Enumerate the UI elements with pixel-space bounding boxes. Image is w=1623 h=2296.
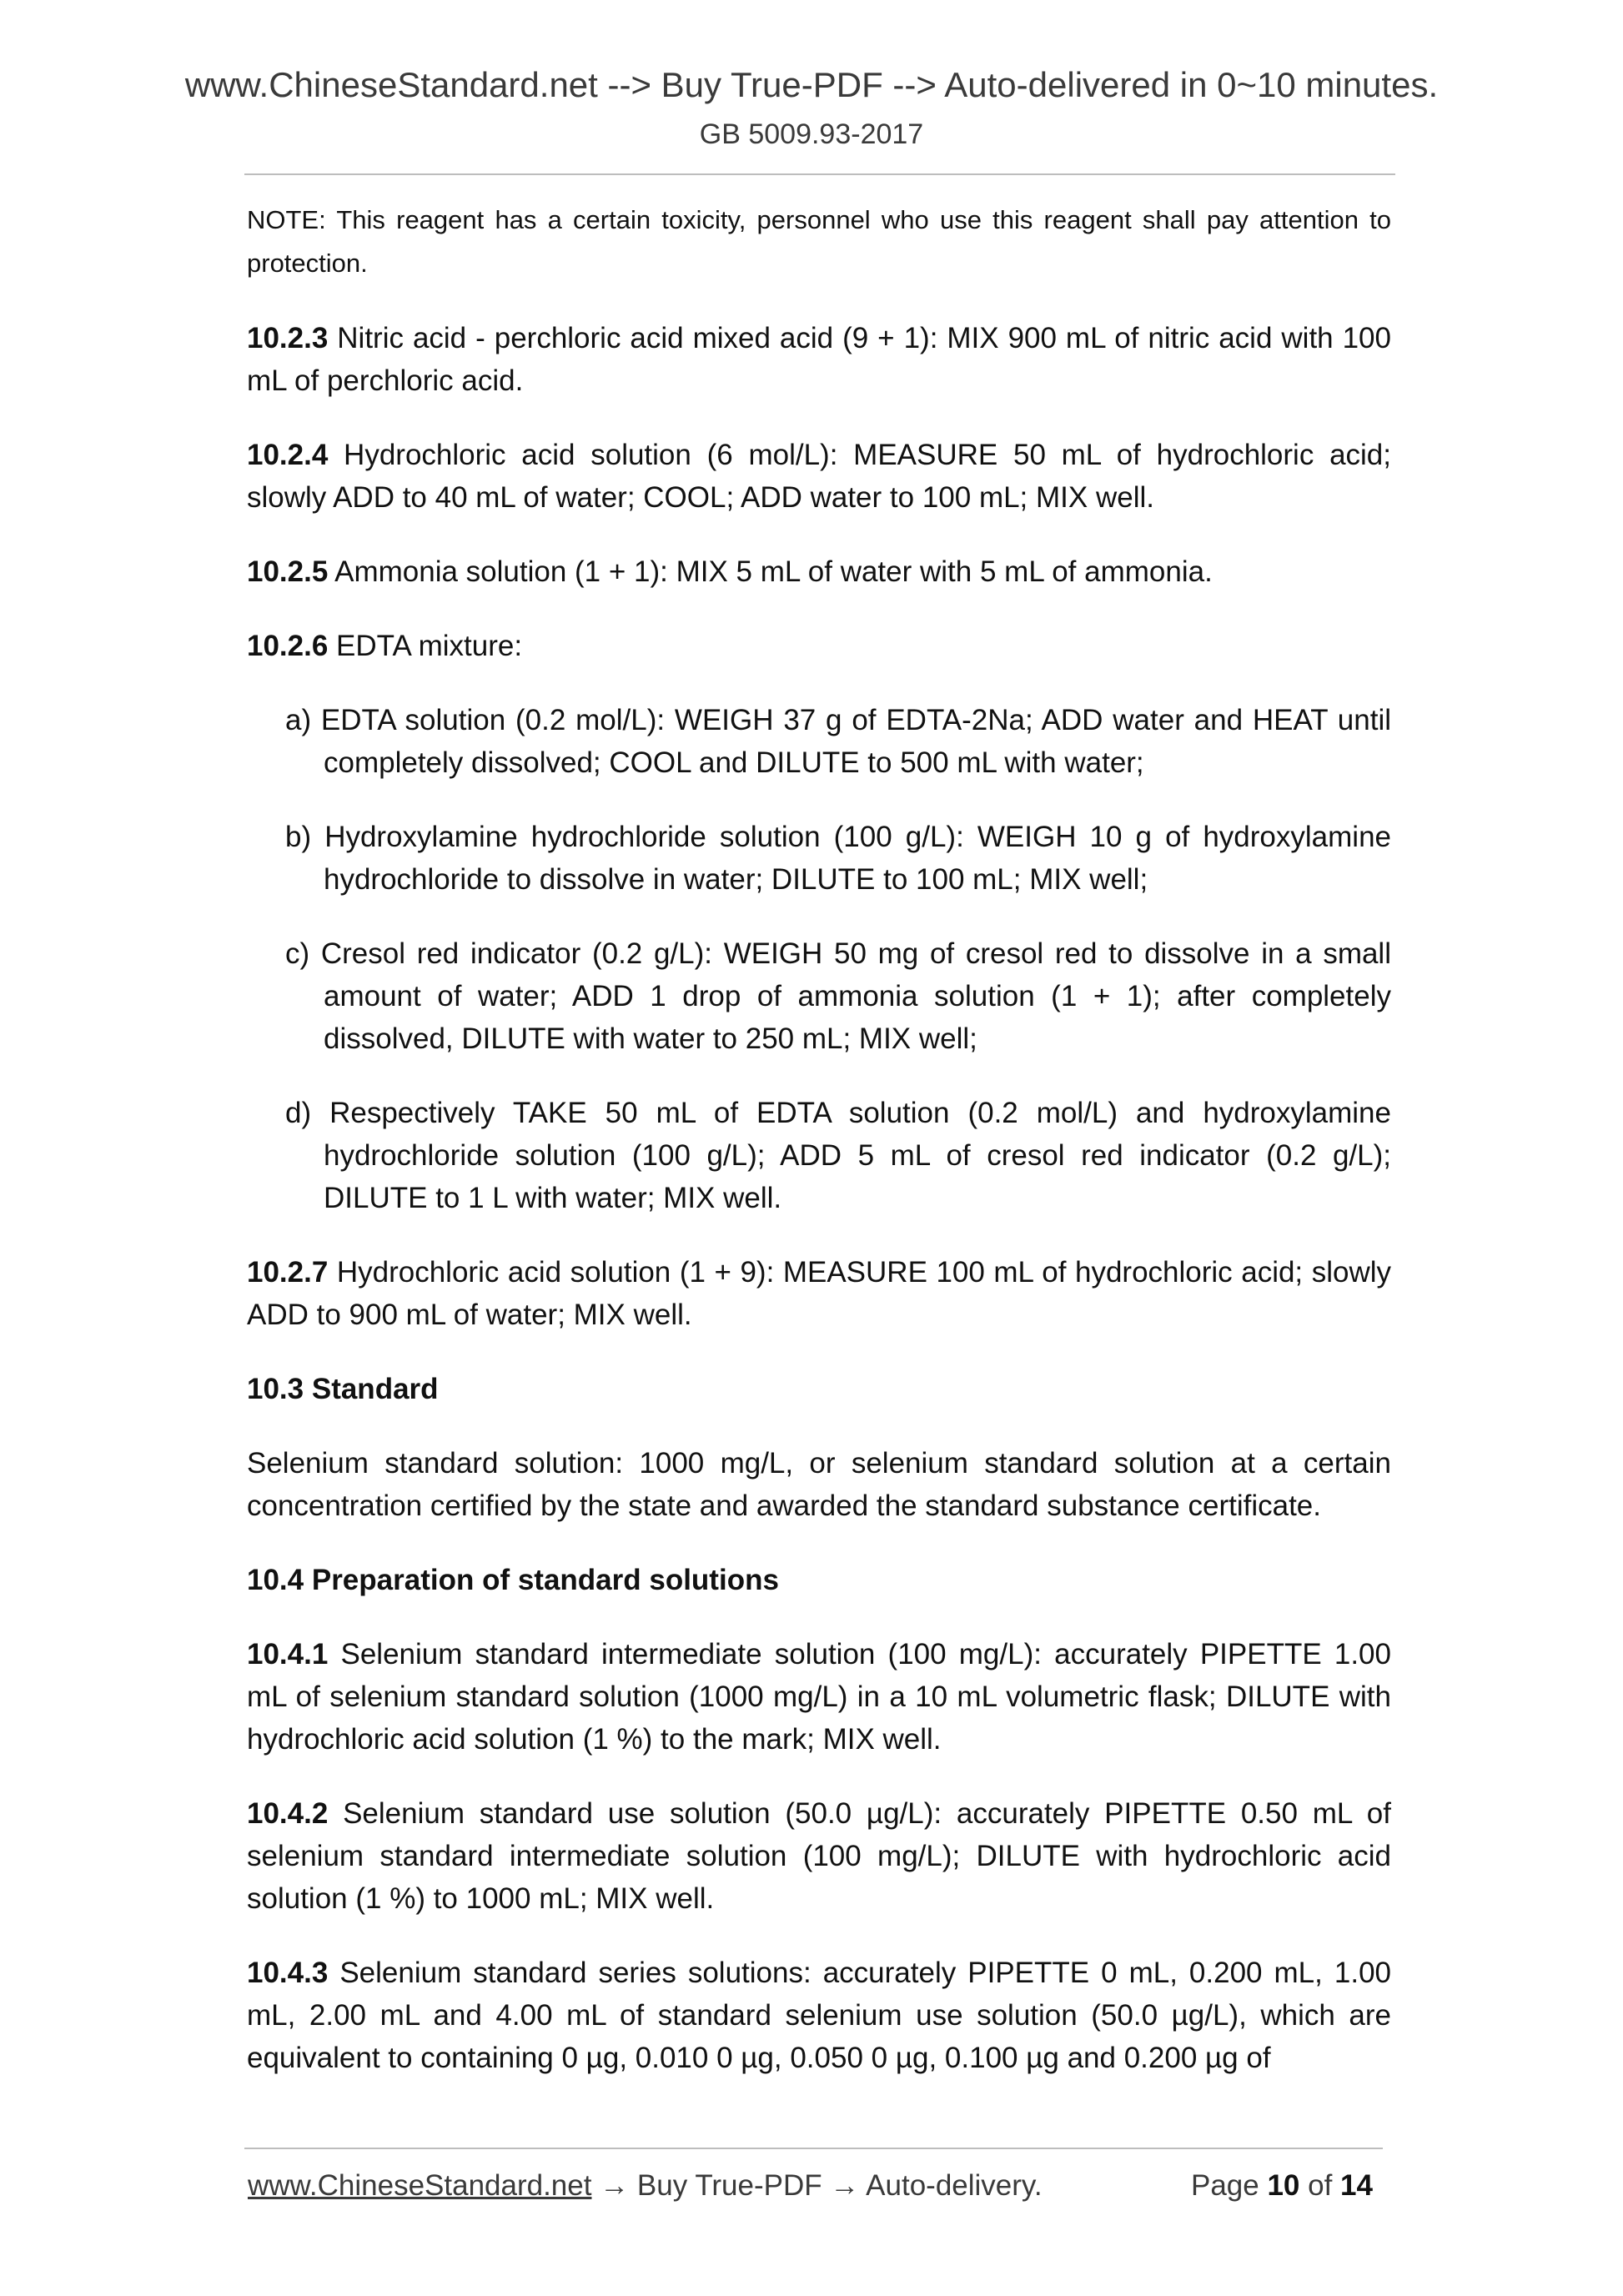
- section-heading-10-3: 10.3 Standard: [247, 1373, 439, 1405]
- clause-10-2-6: [247, 625, 1391, 667]
- clause-number: 10.2.3: [247, 322, 329, 354]
- clause-text: Selenium standard series solutions: accurately PIPETTE 0 mL, 0.200 mL, 1.00 mL, 2.00 mL and 4.00 mL of standard selenium use solution (50.0 µg/L), which are equivalent to containing 0 µg, 0.010 0 µg, 0.050 0 µg, 0.100 µg and 0.200 µg of: [247, 1957, 1391, 2074]
- page-total: 14: [1340, 2169, 1373, 2202]
- list-item: a) EDTA solution (0.2 mol/L): WEIGH 37 g of EDTA-2Na; ADD water and HEAT until completely dissolved; COOL and DILUTE to 500 mL with water;: [285, 704, 1391, 779]
- header-banner: www.ChineseStandard.net --> Buy True-PDF --> Auto-delivered in 0~10 minutes.: [184, 65, 1439, 104]
- footer-divider: [244, 2148, 1383, 2149]
- footer-tagline: → Buy True-PDF → Auto-delivery.: [591, 2169, 1043, 2202]
- page-body: [247, 198, 1391, 2079]
- header-divider: [244, 173, 1395, 175]
- page-label: Page: [1191, 2169, 1268, 2202]
- edta-mixture-list: [247, 699, 1391, 1219]
- clause-text: EDTA mixture:: [328, 630, 523, 662]
- section-heading-10-4: 10.4 Preparation of standard solutions: [247, 1564, 779, 1596]
- clause-number: 10.4.2: [247, 1797, 329, 1830]
- paragraph-10-3: Selenium standard solution: 1000 mg/L, or selenium standard solution at a certain concentration certified by the state and awarded the standard substance certificate.: [247, 1447, 1391, 1522]
- clause-10-2-4: [247, 434, 1391, 519]
- clause-10-2-7: [247, 1251, 1391, 1336]
- clause-number: 10.2.6: [247, 630, 329, 662]
- clause-10-4-3: [247, 1952, 1391, 2079]
- list-item: b) Hydroxylamine hydrochloride solution (100 g/L): WEIGH 10 g of hydroxylamine hydrochloride to dissolve in water; DILUTE to 100 mL; MIX well;: [285, 821, 1391, 896]
- clause-10-2-3: [247, 317, 1391, 402]
- clause-text: Selenium standard intermediate solution (100 mg/L): accurately PIPETTE 1.00 mL of selenium standard solution (1000 mg/L) in a 10 mL volumetric flask; DILUTE with hydrochloric acid solution (1 %) to the mark; MIX well.: [247, 1638, 1391, 1756]
- clause-text: Selenium standard use solution (50.0 µg/L): accurately PIPETTE 0.50 mL of selenium standard intermediate solution (100 mg/L); DILUTE with hydrochloric acid solution (1 %) to 1000 mL; MIX well.: [247, 1797, 1391, 1915]
- clause-10-4-2: [247, 1792, 1391, 1920]
- clause-text: Ammonia solution (1 + 1): MIX 5 mL of water with 5 mL of ammonia.: [328, 555, 1213, 588]
- clause-text: Hydrochloric acid solution (1 + 9): MEASURE 100 mL of hydrochloric acid; slowly ADD to 900 mL of water; MIX well.: [247, 1256, 1391, 1331]
- clause-text: Nitric acid - perchloric acid mixed acid (9 + 1): MIX 900 mL of nitric acid with 100 mL of perchloric acid.: [247, 322, 1391, 397]
- list-item: d) Respectively TAKE 50 mL of EDTA solution (0.2 mol/L) and hydroxylamine hydrochloride solution (100 g/L); ADD 5 mL of cresol red indicator (0.2 g/L); DILUTE to 1 L with water; MIX well.: [285, 1097, 1391, 1214]
- clause-number: 10.4.1: [247, 1638, 329, 1671]
- site-link[interactable]: www.ChineseStandard.net: [248, 2169, 592, 2202]
- clause-number: 10.4.3: [247, 1957, 329, 1989]
- clause-number: 10.2.7: [247, 1256, 329, 1289]
- page-indicator: [1191, 2169, 1373, 2203]
- clause-10-4-1: [247, 1633, 1391, 1761]
- footer-left: [248, 2169, 1043, 2203]
- clause-text: Hydrochloric acid solution (6 mol/L): MEASURE 50 mL of hydrochloric acid; slowly ADD to 40 mL of water; COOL; ADD water to 100 mL; MIX well.: [247, 439, 1391, 514]
- of-label: of: [1299, 2169, 1341, 2202]
- note-paragraph: NOTE: This reagent has a certain toxicity, personnel who use this reagent shall pay attention to protection.: [247, 205, 1391, 278]
- standard-number: GB 5009.93-2017: [699, 118, 924, 150]
- clause-number: 10.2.5: [247, 555, 329, 588]
- page-number: 10: [1267, 2169, 1300, 2202]
- clause-number: 10.2.4: [247, 439, 329, 471]
- list-item: c) Cresol red indicator (0.2 g/L): WEIGH 50 mg of cresol red to dissolve in a small amount of water; ADD 1 drop of ammonia solution (1 + 1); after completely dissolved, DILUTE with water to 250 mL; MIX well;: [285, 937, 1391, 1055]
- clause-10-2-5: [247, 550, 1391, 593]
